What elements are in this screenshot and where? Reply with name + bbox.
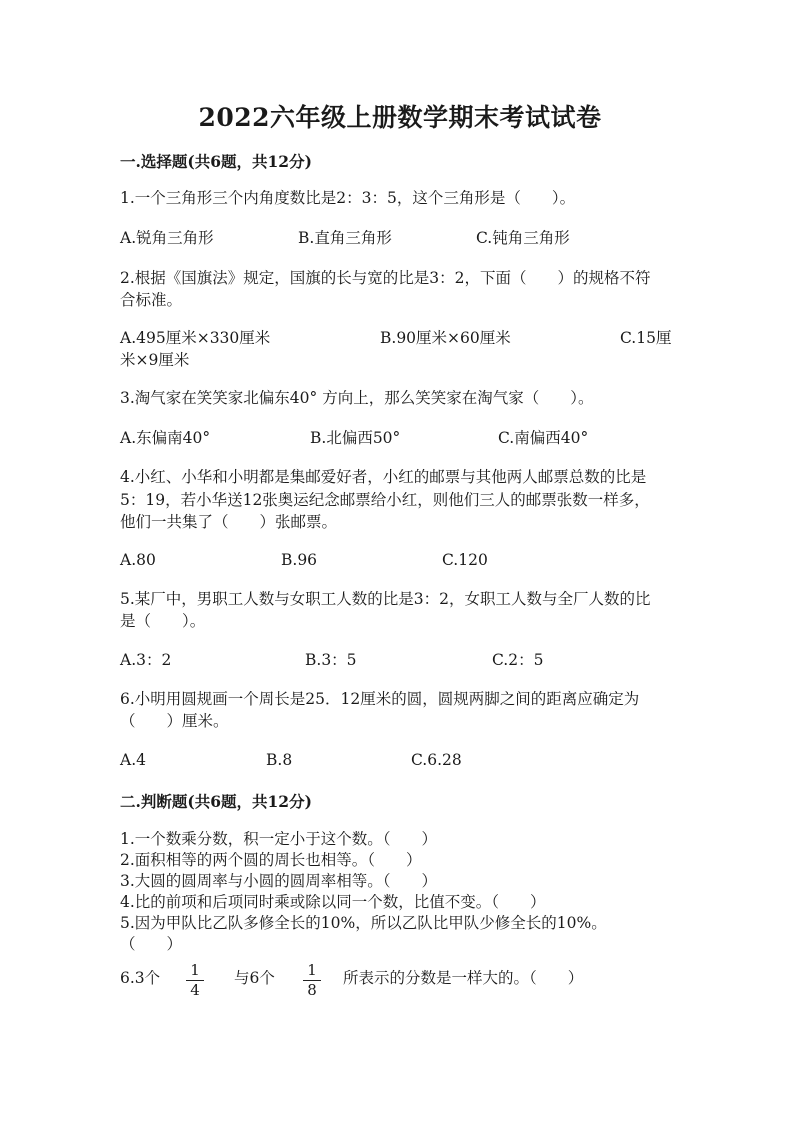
- fraction-numerator: 1: [190, 961, 200, 979]
- tf-item-4: 4.比的前项和后项同时乘或除以同一个数，比值不变。（ ）: [120, 893, 546, 911]
- question-3-text: 3.淘气家在笑笑家北偏东40° 方向上，那么笑笑家在淘气家（ ）。: [120, 389, 594, 407]
- question-4-option-b: B.96: [281, 551, 318, 569]
- question-4-option-c: C.120: [442, 551, 488, 569]
- fraction-one-quarter: [185, 962, 205, 999]
- question-5-option-b: B.3：5: [305, 651, 357, 669]
- tf-item-1: 1.一个数乘分数，积一定小于这个数。（ ）: [120, 830, 438, 848]
- tf-item-5: 5.因为甲队比乙队多修全长的10%，所以乙队比甲队少修全长的10%。: [120, 914, 607, 932]
- question-5-option-a: A.3：2: [120, 651, 172, 669]
- question-2-option-b: B.90厘米×60厘米: [380, 329, 511, 347]
- question-3-option-c: C.南偏西40°: [498, 429, 589, 447]
- fraction-numerator: 1: [307, 961, 317, 979]
- question-4-text-line1: 4.小红、小华和小明都是集邮爱好者，小红的邮票与其他两人邮票总数的比是: [120, 468, 647, 486]
- question-5-option-c: C.2：5: [492, 651, 544, 669]
- question-1-option-c: C.钝角三角形: [476, 229, 570, 247]
- question-3-option-a: A.东偏南40°: [120, 429, 211, 447]
- question-2-text-line1: 2.根据《国旗法》规定，国旗的长与宽的比是3：2，下面（ ）的规格不符: [120, 269, 651, 287]
- tf-item-6-part3: 所表示的分数是一样大的。（ ）: [343, 969, 584, 987]
- question-2-option-a: A.495厘米×330厘米: [120, 329, 271, 347]
- exam-title: 2022六年级上册数学期末考试试卷: [198, 103, 602, 132]
- fraction-one-eighth: [302, 962, 322, 999]
- tf-item-3: 3.大圆的圆周率与小圆的圆周率相等。（ ）: [120, 872, 438, 890]
- fraction-denominator: 4: [190, 981, 200, 999]
- question-5-text-line1: 5.某厂中，男职工人数与女职工人数的比是3：2，女职工人数与全厂人数的比: [120, 590, 651, 608]
- tf-item-5-wrap: （ ）: [120, 935, 183, 953]
- question-1-option-b: B.直角三角形: [298, 229, 392, 247]
- question-2-option-c: C.15厘: [620, 329, 672, 347]
- fraction-denominator: 8: [307, 981, 317, 999]
- question-6-text-line1: 6.小明用圆规画一个周长是25．12厘米的圆，圆规两脚之间的距离应确定为: [120, 690, 640, 708]
- tf-item-2: 2.面积相等的两个圆的周长也相等。（ ）: [120, 851, 422, 869]
- question-6-option-a: A.4: [120, 751, 146, 769]
- tf-item-6-part1: 6.3个: [120, 969, 161, 987]
- question-6-text-line2: （ ）厘米。: [120, 712, 229, 730]
- question-3-option-b: B.北偏西50°: [310, 429, 401, 447]
- question-1-text: 1.一个三角形三个内角度数比是2：3：5，这个三角形是（ ）。: [120, 189, 576, 207]
- question-6-option-c: C.6.28: [411, 751, 462, 769]
- question-1-option-a: A.锐角三角形: [120, 229, 214, 247]
- section-heading-true-false: 二.判断题(共6题，共12分): [120, 792, 312, 811]
- question-4-text-line2: 5：19，若小华送12张奥运纪念邮票给小红，则他们三人的邮票张数一样多，: [120, 491, 650, 509]
- tf-item-6-part2: 与6个: [234, 969, 275, 987]
- section-heading-choice: 一.选择题(共6题，共12分): [120, 152, 312, 171]
- question-2-text-line2: 合标准。: [120, 291, 183, 309]
- question-6-option-b: B.8: [266, 751, 293, 769]
- question-4-text-line3: 他们一共集了（ ）张邮票。: [120, 513, 338, 531]
- question-4-option-a: A.80: [120, 551, 156, 569]
- question-5-text-line2: 是（ ）。: [120, 612, 206, 630]
- question-2-option-c-wrap: 米×9厘米: [120, 351, 190, 369]
